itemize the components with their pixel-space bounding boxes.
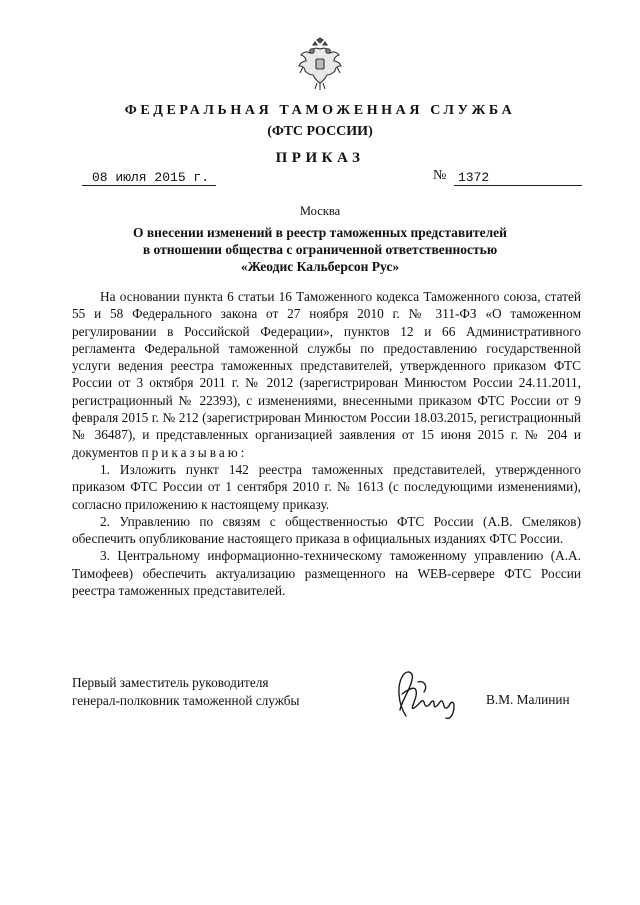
agency-short-name: (ФТС РОССИИ) xyxy=(267,124,373,139)
number-sign: № xyxy=(433,168,447,183)
order-body xyxy=(72,288,581,599)
subject-line: в отношении общества с ограниченной ответственностью xyxy=(142,242,498,257)
signatory-position xyxy=(72,674,299,709)
position-line: Первый заместитель руководителя xyxy=(72,675,269,690)
subject-line: «Жеодис Кальберсон Рус» xyxy=(240,259,400,274)
body-intro: На основании пункта 6 статьи 16 Таможенного кодекса Таможенного союза, статей 55 и 58 Федерального закона от 27 ноября 2010 г. № 311-ФЗ «О таможенном регулировании в Российской Федерации», пунктов 12 и 66 Административного регламента Федеральной таможенной службы по предоставлению государственной услуги ведения реестра таможенных представителей, утвержденного приказом ФТС России от 3 октября 2011 г. № 2012 (зарегистрирован Минюстом России 24.11.2011, регистрационный № 22393), с изменениями, внесенными приказом ФТС России от 9 февраля 2015 г. № 212 (зарегистрирован Минюстом России 18.03.2015, регистрационный № 36487), и представленных организацией заявления от 15 июня 2015 г. № 204 и документов xyxy=(72,289,581,460)
double-headed-eagle-emblem-icon xyxy=(297,37,343,91)
agency-name: ФЕДЕРАЛЬНАЯ ТАМОЖЕННАЯ СЛУЖБА xyxy=(124,103,516,118)
handwritten-signature xyxy=(388,664,468,724)
order-subject xyxy=(90,224,550,275)
city: Москва xyxy=(299,204,341,218)
order-item: 2. Управлению по связям с общественностью ФТС России (А.В. Смеляков) обеспечить опубликование настоящего приказа в официальных изданиях ФТС России. xyxy=(72,513,581,547)
body-intro-paragraph xyxy=(72,288,581,461)
order-date: 08 июля 2015 г. xyxy=(82,170,216,186)
position-line: генерал-полковник таможенной службы xyxy=(72,692,300,708)
document-type: ПРИКАЗ xyxy=(275,150,365,166)
subject-line: О внесении изменений в реестр таможенных представителей xyxy=(133,225,507,240)
signatory-name: В.М. Малинин xyxy=(486,692,570,707)
order-number: 1372 xyxy=(454,170,582,186)
order-item: 3. Центральному информационно-техническому таможенному управлению (А.А. Тимофеев) обеспечить актуализацию размещенного на WEB-сервере ФТС России реестра таможенных представителей. xyxy=(72,548,581,599)
decree-word: приказываю: xyxy=(141,444,248,460)
order-item: 1. Изложить пункт 142 реестра таможенных представителей, утвержденного приказом ФТС России от 1 сентября 2010 г. № 1613 (с последующими изменениями), согласно приложению к настоящему приказу. xyxy=(72,461,581,512)
